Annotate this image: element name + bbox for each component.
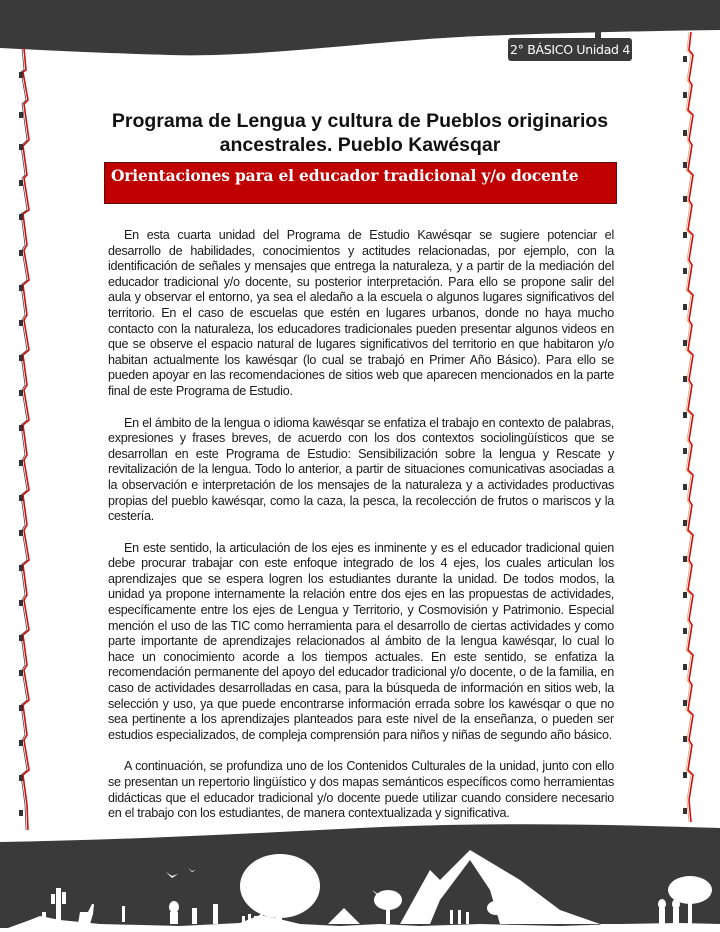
footer-landscape	[0, 820, 720, 932]
landscape-silhouette-icon	[0, 820, 720, 932]
body-text	[108, 228, 614, 838]
section-banner	[104, 162, 617, 204]
paragraph: En el ámbito de la lengua o idioma kawésqar se enfatiza el trabajo en contexto de palabras, expresiones y frases breves, de acuerdo con los dos contextos sociolingüísticos que se desarrollan en este Programa de Estudio: Sensibilización sobre la lengua y Rescate y revitalización de la lengua. Todo lo anterior, a partir de situaciones comunicativas asociadas a la observación e interpretación de los mensajes de la naturaleza y a actividades productivas propias del pueblo kawésqar, como la caza, la pesca, la recolección de frutos o mariscos y la cestería.	[108, 415, 614, 524]
paragraph: A continuación, se profundiza uno de los Contenidos Culturales de la unidad, junto con ello se presentan un repertorio lingüístico y dos mapas semánticos específicos como herramientas didácticas que el educador tradicional y/o docente puede utilizar cuando considere necesario en el trabajo con los estudiantes, de manera contextualizada y significativa.	[108, 759, 614, 821]
zigzag-border-left-icon	[14, 0, 44, 830]
section-banner-label: Orientaciones para el educador tradicional y/o docente	[111, 166, 579, 185]
paragraph: En esta cuarta unidad del Programa de Estudio Kawésqar se sugiere potenciar el desarrollo de habilidades, conocimientos y actitudes relacionadas, por ejemplo, con la identificación de señales y mensajes que entrega la naturaleza, y a partir de la mediación del educador tradicional y/o docente, su posterior interpretación. Para ello se propone salir del aula y observar el entorno, ya sea el aledaño a la escuela o algunos lugares significativos del territorio. En el caso de escuelas que estén en lugares urbanos, donde no haya mucho contacto con la naturaleza, los educadores tradicionales pueden presentar algunos videos en que se observe el espacio natural de lugares significativos del territorio en que habitaron y/o habitan actualmente los kawésqar (lo cual se trabajó en Primer Año Básico). Para ello se pueden apoyar en las recomendaciones de sitios web que aparecen mencionados en la parte final de este Programa de Estudio.	[108, 228, 614, 398]
paragraph: En este sentido, la articulación de los ejes es inminente y es el educador tradicional quien debe procurar trabajar con este enfoque integrado de los 4 ejes, los cuales articulan los aprendizajes que se espera logren los estudiantes durante la unidad. De todos modos, la unidad ya propone internamente la relación entre dos ejes en las propuestas de actividades, específicamente entre los ejes de Lengua y Territorio, y Cosmovisión y Patrimonio. Especial mención el uso de las TIC como herramienta para el desarrollo de ciertas actividades y como parte importante de aprendizajes relacionados al ámbito de la lengua kawésqar, lo cual lo hace un conocimiento acorde a los tiempos actuales. En este sentido, se enfatiza la recomendación permanente del apoyo del educador tradicional y/o docente, o de la familia, en caso de actividades desarrolladas en casa, para la búsqueda de información en sitios web, la selección y uso, ya que puede encontrarse información errada sobre los kawésqar o que no sea pertinente a los aprendizajes planteados para este nivel de la enseñanza, o pueden ser estudios especializados, de compleja comprensión para niños y niñas de segundo año básico.	[108, 540, 614, 742]
unit-tag: 2° BÁSICO Unidad 4	[508, 38, 632, 61]
page-title: Programa de Lengua y cultura de Pueblos originarios ancestrales. Pueblo Kawésqar	[111, 110, 609, 156]
zigzag-border-right-icon	[676, 0, 706, 830]
